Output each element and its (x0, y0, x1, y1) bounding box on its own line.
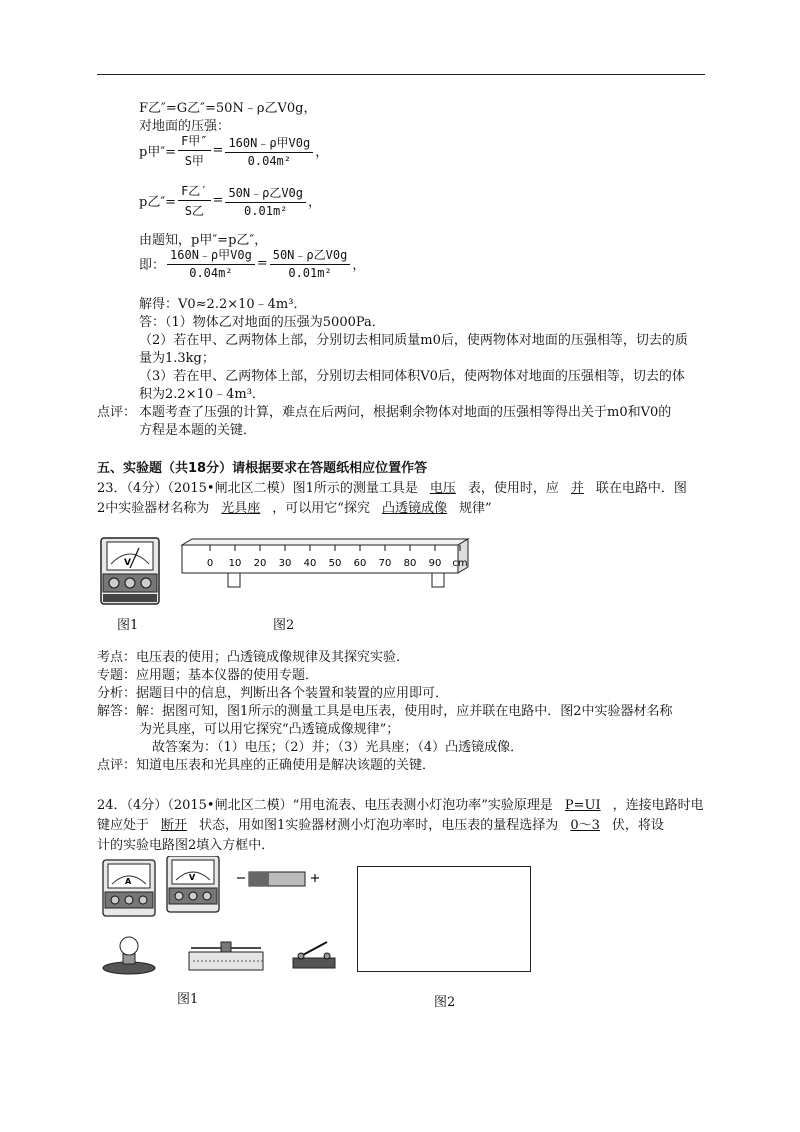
bench-leg (228, 573, 240, 587)
ruler-tick-label: 20 (253, 558, 267, 569)
numerator: F乙′ (178, 182, 210, 201)
q24-fig1-caption: 图1 (177, 992, 199, 1007)
battery-icon (237, 872, 319, 886)
ruler-tick-label: 0 (206, 558, 214, 569)
q23-blank-1: 电压 (429, 481, 456, 496)
solve-line: 解得：V0≈2.2×10﹣4m³． (139, 297, 307, 312)
ammeter-letter: A (125, 877, 132, 886)
voltmeter-icon (167, 856, 219, 912)
header-rule (97, 74, 705, 75)
bench-front (182, 545, 458, 573)
numerator: 160N﹣ρ甲V0g (167, 246, 255, 265)
ruler-tick-label: 50 (328, 558, 342, 569)
p-yi-lhs: p乙″= (139, 195, 177, 210)
section-heading: 五、实验题（共18分）请根据要求在答题纸相应位置作答 (97, 461, 428, 476)
numerator: 160N﹣ρ甲V0g (225, 134, 313, 153)
numerator: 50N﹣ρ乙V0g (225, 184, 306, 203)
answer-2-line-b: 量为1.3kg； (139, 351, 215, 366)
bulb-icon (103, 937, 155, 974)
q24-line-1: 24．（4分）（2015•闸北区二模）“用电流表、电压表测小灯泡功率”实验原理是 P=UI ，连接电路时电 (97, 798, 704, 813)
ruler-tick-label: 40 (303, 558, 317, 569)
answer-2-line-a: （2）若在甲、乙两物体上部，分别切去相同质量m0后，使两物体对地面的压强相等，切去的质 (139, 333, 688, 348)
answer-3-line-b: 积为2.2×10﹣4m³． (139, 387, 265, 402)
q23-zhuanti: 专题：应用题；基本仪器的使用专题． (97, 668, 319, 683)
rheostat-icon (189, 942, 263, 970)
terminal (109, 578, 119, 588)
fraction-right (270, 246, 351, 280)
q23-jieda-b: 为光具座，可以用它探究“凸透镜成像规律”； (139, 722, 400, 737)
equals-sign: = (212, 143, 224, 158)
comma: ， (308, 195, 322, 210)
q23-line-2: 2中实验器材名称为 光具座 ，可以用它“探究 凸透镜成像 规律” (97, 501, 492, 516)
fraction-value-yi (225, 184, 306, 218)
ammeter-icon (103, 860, 155, 916)
comment-line-a: 本题考查了压强的计算，难点在后两问，根据剩余物体对地面的压强相等得出关于m0和V0的 (139, 405, 672, 420)
denominator: 0.04m² (189, 266, 233, 280)
answer-1: 答：（1）物体乙对地面的压强为5000Pa． (139, 315, 385, 330)
terminal (141, 578, 151, 588)
terminal (125, 578, 135, 588)
ruler-tick-label: cm (452, 558, 468, 569)
comment-line-b: 方程是本题的关键． (139, 423, 257, 438)
q24-blank-2: 断开 (161, 818, 188, 833)
equals-sign: = (256, 255, 268, 271)
q23-line-1: 23．（4分）（2015•闸北区二模）图1所示的测量工具是 电压 表，使用时，应 并 联在电路中．图 (97, 481, 687, 496)
fraction-f-over-s-jia (178, 132, 210, 169)
fraction-value-jia (225, 134, 313, 168)
q23-fenxi: 分析：据题目中的信息，判断出各个装置和装置的应用即可． (97, 686, 449, 701)
p-jia-lhs: p甲″= (139, 145, 177, 160)
denominator: 0.04m² (247, 153, 292, 168)
fraction-left (167, 246, 255, 280)
ruler-tick-label: 30 (278, 558, 292, 569)
ruler-tick-label: 10 (228, 558, 242, 569)
switch-icon (293, 942, 335, 968)
pressure-heading: 对地面的压强： (139, 119, 231, 134)
equals-sign: = (212, 193, 224, 208)
denominator: 0.01m² (288, 266, 332, 280)
bench-top (182, 539, 468, 545)
equipment-illustration (97, 856, 337, 976)
equation-p-yi (139, 182, 321, 219)
comma: ， (315, 145, 329, 160)
voltmeter-illustration (97, 530, 167, 610)
ruler-tick-label: 80 (403, 558, 417, 569)
meter-letter: V (124, 558, 131, 568)
q24-blank-1: P=UI (564, 798, 601, 813)
circuit-answer-box (357, 866, 531, 972)
q23-blank-4: 凸透镜成像 (381, 501, 447, 516)
q24-line-2: 键应处于 断开 状态，用如图1实验器材测小灯泡功率时，电压表的量程选择为 0～3 伏，将设 (97, 818, 664, 833)
comma: ， (352, 257, 366, 273)
answer-3-line-a: （3）若在甲、乙两物体上部，分别切去相同体积V0后，使两物体对地面的压强相等，切去的体 (139, 369, 685, 384)
ruler-tick-label: 60 (353, 558, 367, 569)
ruler-tick-label: 70 (378, 558, 392, 569)
denominator: 0.01m² (244, 203, 288, 218)
numerator: F甲″ (178, 132, 210, 151)
comment-label: 点评： (97, 405, 137, 420)
equation-p-jia (139, 132, 328, 169)
line-f-yi: F乙″=G乙″=50N﹣ρ乙V0g， (139, 101, 317, 116)
q23-blank-2: 并 (570, 481, 584, 496)
q23-dianping: 点评：知道电压表和光具座的正确使用是解决该题的关键． (97, 758, 436, 773)
q23-blank-3: 光具座 (221, 501, 261, 516)
ji-label: 即： (139, 257, 166, 273)
equation-equal (139, 246, 365, 280)
given-equal-pressure: 由题知，p甲″=p乙″， (139, 233, 268, 248)
numerator: 50N﹣ρ乙V0g (270, 246, 351, 265)
q23-jieda-a: 解答：解：据图可知，图1所示的测量工具是电压表，使用时，应并联在电路中．图2中实验器材名称 (97, 704, 673, 719)
q23-kaodian: 考点：电压表的使用；凸透镜成像规律及其探究实验． (97, 650, 410, 665)
meter-foot (103, 594, 157, 602)
q23-fig1-caption: 图1 (117, 618, 139, 633)
bench-leg (432, 573, 444, 587)
fraction-f-over-s-yi (178, 182, 210, 219)
q24-fig2-caption: 图2 (434, 995, 456, 1010)
q24-blank-3: 0～3 (570, 818, 600, 833)
denominator: S甲 (184, 154, 204, 168)
optical-bench-illustration (180, 537, 470, 597)
q23-fig2-caption: 图2 (273, 618, 295, 633)
ruler-tick-label: 90 (428, 558, 442, 569)
voltmeter-letter: V (189, 873, 196, 882)
q24-line-3: 计的实验电路图2填入方框中． (97, 838, 275, 853)
denominator: S乙 (184, 204, 204, 218)
q23-jieda-c: 故答案为：（1）电压；（2）并；（3）光具座；（4）凸透镜成像． (152, 740, 524, 755)
